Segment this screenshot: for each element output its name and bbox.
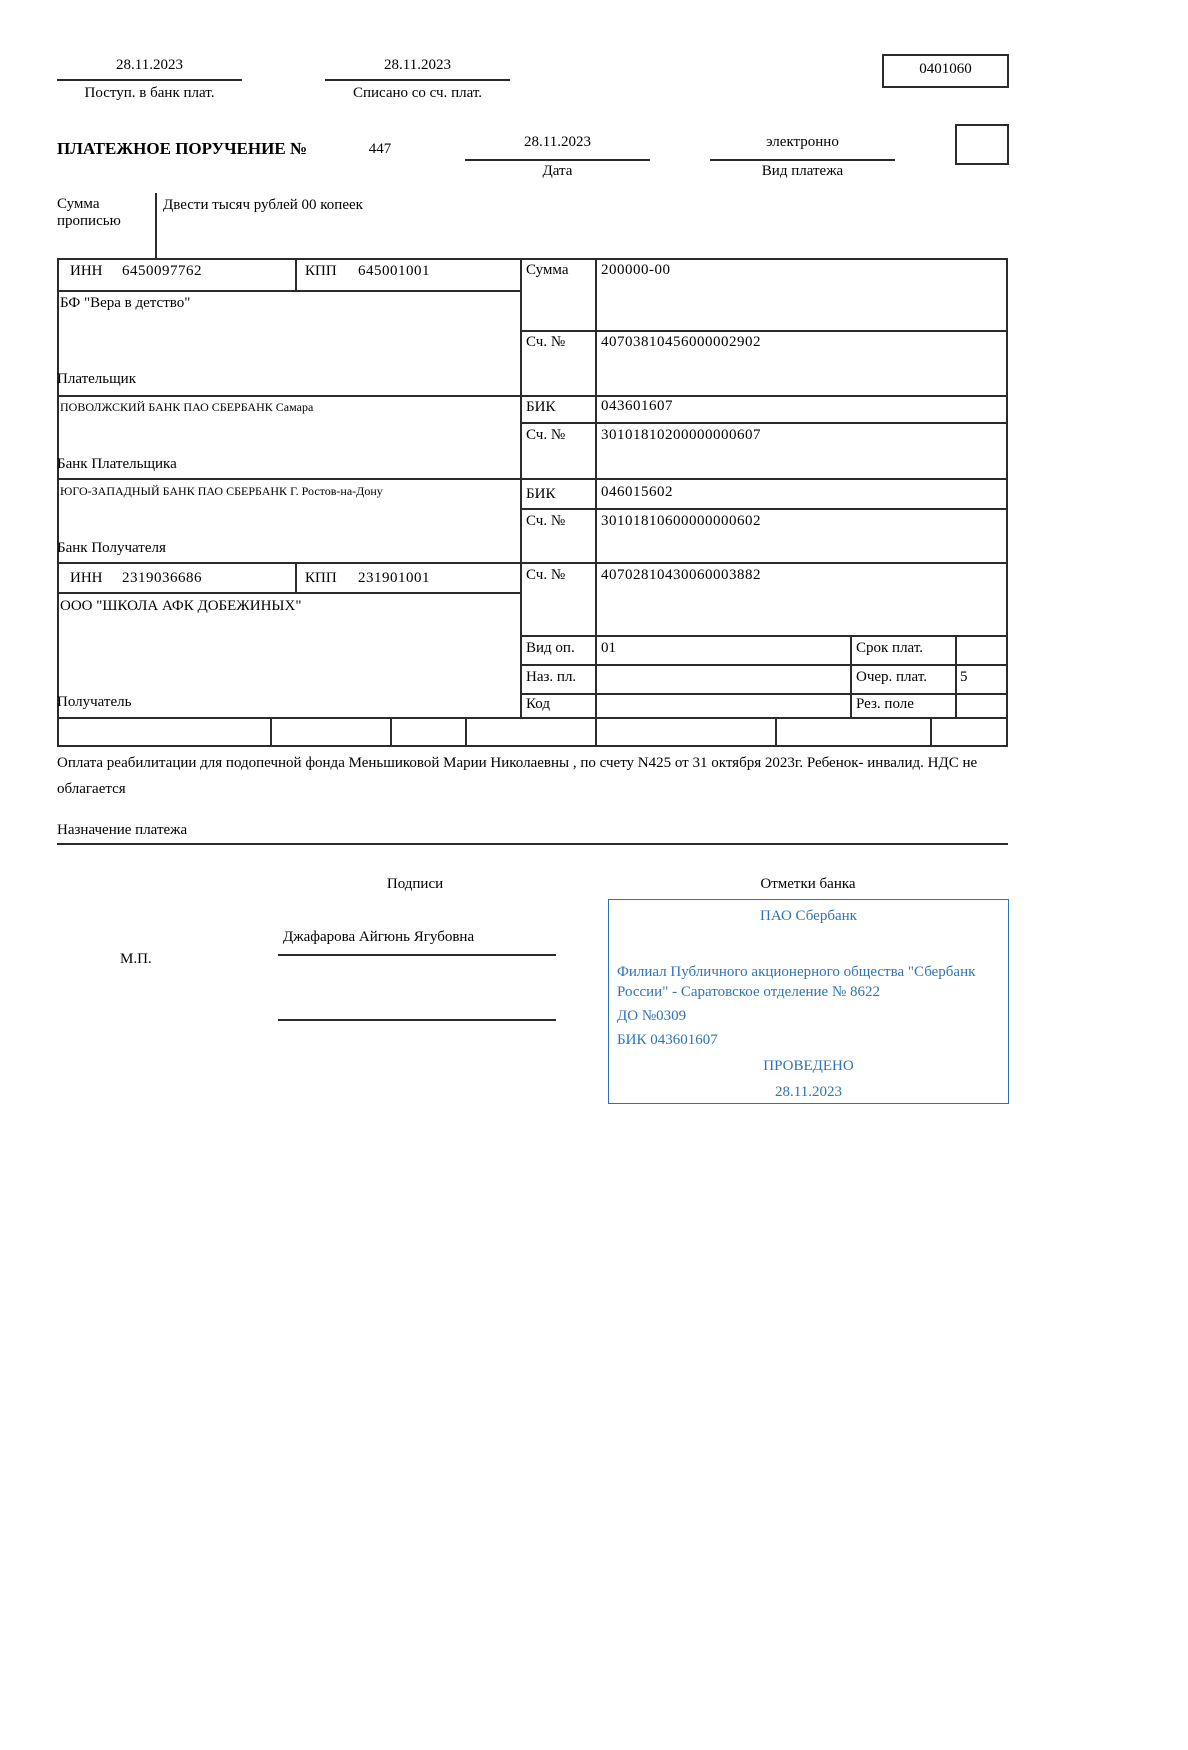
payer-bank-account-value: 30101810200000000607	[601, 427, 761, 443]
payer-name: БФ "Вера в детство"	[60, 295, 191, 311]
table-line	[57, 395, 1008, 397]
payee-account-label: Сч. №	[526, 567, 566, 583]
signature-line-2	[278, 1019, 556, 1021]
purpose-line	[57, 843, 1008, 845]
table-line	[295, 562, 297, 592]
code-label: Код	[526, 696, 550, 712]
debited-date-line	[325, 79, 510, 81]
table-line	[520, 330, 1008, 332]
table-line	[57, 258, 1008, 260]
payer-bank-bik-value: 043601607	[601, 398, 673, 414]
op-kind-value: 01	[601, 640, 616, 656]
reserve-label: Рез. поле	[856, 696, 914, 712]
signature-line-1	[278, 954, 556, 956]
payee-bank-section-label: Банк Получателя	[57, 540, 166, 556]
table-line	[57, 562, 1008, 564]
payee-name: ООО "ШКОЛА АФК ДОБЕЖИНЫХ"	[60, 598, 302, 614]
stamp-bik: БИК 043601607	[617, 1032, 718, 1048]
signer-name: Джафарова Айгюнь Ягубовна	[283, 929, 475, 945]
table-line	[57, 258, 59, 745]
table-line	[520, 664, 1008, 666]
doc-number: 447	[368, 141, 392, 157]
payee-bank-name: ЮГО-ЗАПАДНЫЙ БАНК ПАО СБЕРБАНК Г. Ростов-на-Дону	[60, 484, 383, 498]
received-date-line	[57, 79, 242, 81]
stamp-bank-name: ПАО Сбербанк	[760, 908, 857, 924]
table-line	[775, 717, 777, 745]
payee-section-label: Получатель	[57, 694, 132, 710]
payee-bank-bik-value: 046015602	[601, 484, 673, 500]
received-date-label: Поступ. в банк плат.	[84, 85, 215, 101]
purpose-section-label: Назначение платежа	[57, 822, 188, 838]
payee-kpp-label: КПП	[305, 570, 337, 586]
payee-inn-value: 2319036686	[122, 570, 202, 586]
table-line	[57, 745, 1008, 747]
priority-value: 5	[960, 669, 968, 685]
payee-bank-account-label: Сч. №	[526, 513, 566, 529]
bank-marks-label: Отметки банка	[760, 876, 856, 892]
stamp-status: ПРОВЕДЕНО	[763, 1058, 854, 1074]
table-line	[520, 508, 1008, 510]
table-line	[520, 635, 1008, 637]
form-code-box	[882, 54, 1009, 88]
payer-section-label: Плательщик	[57, 371, 136, 387]
doc-date-line	[465, 159, 650, 161]
empty-corner-box	[955, 124, 1009, 165]
doc-date-value: 28.11.2023	[524, 134, 591, 150]
payee-bank-bik-label: БИК	[526, 486, 556, 502]
form-code: 0401060	[919, 61, 972, 77]
stamp-office: ДО №0309	[617, 1008, 687, 1024]
table-line	[520, 258, 522, 717]
table-line	[955, 635, 957, 717]
debited-date-label: Списано со сч. плат.	[352, 85, 483, 101]
doc-date-label: Дата	[542, 163, 573, 179]
table-line	[850, 635, 852, 717]
payment-kind-line	[710, 159, 895, 161]
amount-words-divider	[155, 193, 157, 258]
table-line	[57, 478, 1008, 480]
payer-bank-account-label: Сч. №	[526, 427, 566, 443]
amount-words-value: Двести тысяч рублей 00 копеек	[163, 197, 363, 213]
payer-bank-bik-label: БИК	[526, 399, 556, 415]
table-line	[57, 592, 520, 594]
signatures-label: Подписи	[386, 876, 444, 892]
payee-account-value: 40702810430060003882	[601, 567, 761, 583]
payer-account-value: 40703810456000002902	[601, 334, 761, 350]
payment-kind-label: Вид платежа	[761, 163, 844, 179]
table-line	[57, 290, 520, 292]
due-date-label: Срок плат.	[856, 640, 924, 656]
stamp-date: 28.11.2023	[775, 1084, 842, 1100]
payer-inn-label: ИНН	[70, 263, 103, 279]
payer-account-label: Сч. №	[526, 334, 566, 350]
priority-label: Очер. плат.	[856, 669, 927, 685]
payer-kpp-label: КПП	[305, 263, 337, 279]
table-line	[390, 717, 392, 745]
table-line	[295, 258, 297, 290]
table-line	[270, 717, 272, 745]
payee-inn-label: ИНН	[70, 570, 103, 586]
sum-label: Сумма	[526, 262, 569, 278]
payer-inn-value: 6450097762	[122, 263, 202, 279]
table-line	[520, 422, 1008, 424]
payer-bank-name: ПОВОЛЖСКИЙ БАНК ПАО СБЕРБАНК Самара	[60, 400, 314, 414]
op-kind-label: Вид оп.	[526, 640, 575, 656]
table-line	[57, 717, 1008, 719]
stamp-branch: Филиал Публичного акционерного общества "Сбербанк России" - Саратовское отделение № 8622	[617, 964, 976, 1001]
stamp-place-label: М.П.	[120, 951, 152, 967]
payment-kind-value: электронно	[766, 134, 839, 150]
table-line	[930, 717, 932, 745]
payee-kpp-value: 231901001	[358, 570, 430, 586]
debited-date-value: 28.11.2023	[384, 57, 451, 73]
amount-words-label: Сумма прописью	[57, 196, 121, 229]
table-line	[520, 693, 1008, 695]
payer-bank-section-label: Банк Плательщика	[57, 456, 177, 472]
purpose-code-label: Наз. пл.	[526, 669, 577, 685]
table-line	[465, 717, 467, 745]
received-date-value: 28.11.2023	[116, 57, 183, 73]
doc-title: ПЛАТЕЖНОЕ ПОРУЧЕНИЕ №	[57, 139, 308, 158]
bank-stamp-box	[608, 899, 1009, 1104]
sum-value: 200000-00	[601, 262, 671, 278]
payer-kpp-value: 645001001	[358, 263, 430, 279]
payee-bank-account-value: 30101810600000000602	[601, 513, 761, 529]
purpose-text: Оплата реабилитации для подопечной фонда Меньшиковой Марии Николаевны , по счету N425 от 31 октября 2023г. Ребенок- инвалид. НДС не облагается	[57, 755, 978, 798]
